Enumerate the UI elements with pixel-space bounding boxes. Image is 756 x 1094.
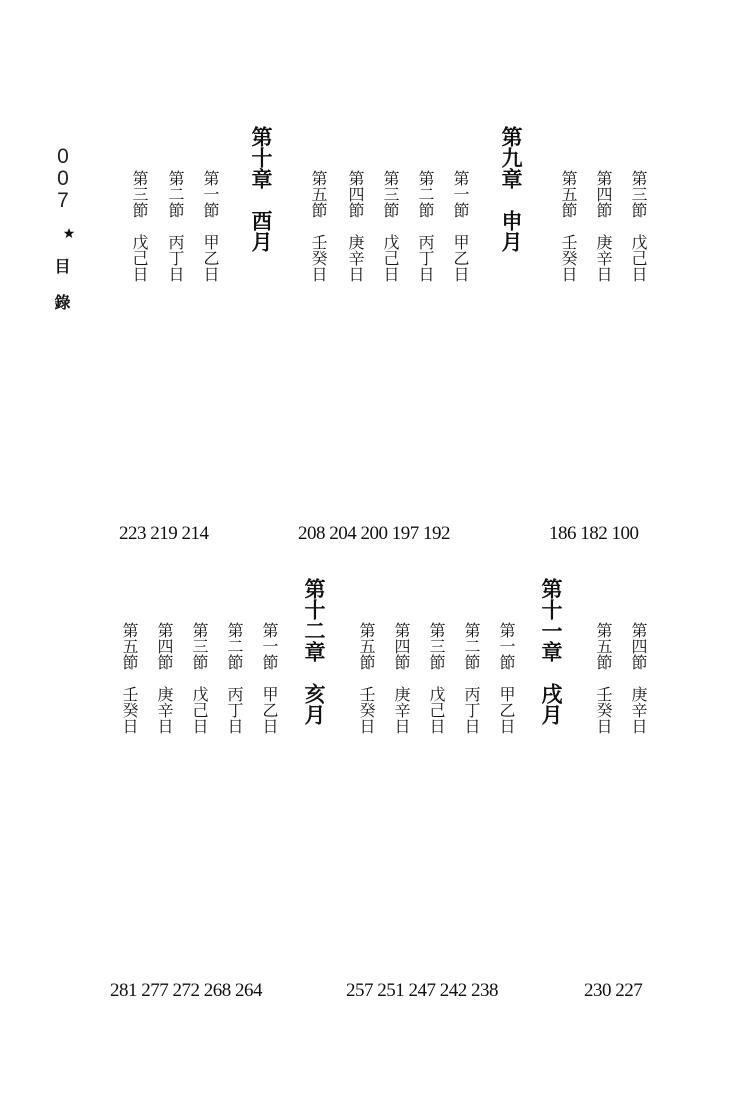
page-number-row: 257 251 247 242 238 xyxy=(346,980,498,1001)
running-title: 目錄 xyxy=(52,258,71,330)
page-number-digit: 0 xyxy=(57,167,69,190)
crescent-star-logo-icon xyxy=(46,218,78,248)
page-number-row: 223 219 214 xyxy=(119,523,209,544)
toc-section-entry: 第五節 壬癸日 xyxy=(594,622,613,734)
toc-section-entry: 第三節 戊己日 xyxy=(427,622,446,734)
page-number-row: 208 204 200 197 192 xyxy=(298,523,450,544)
toc-section-entry: 第二節 丙丁日 xyxy=(166,170,185,282)
page-number xyxy=(52,146,74,212)
toc-section-entry: 第四節 庚辛日 xyxy=(629,622,648,734)
toc-section-entry: 第二節 丙丁日 xyxy=(225,622,244,734)
toc-section-entry: 第三節 戊己日 xyxy=(629,170,648,282)
page-number-row: 281 277 272 268 264 xyxy=(110,980,262,1001)
page-number-row: 186 182 100 xyxy=(549,523,639,544)
toc-section-entry: 第二節 丙丁日 xyxy=(462,622,481,734)
toc-section-entry: 第二節 丙丁日 xyxy=(416,170,435,282)
page-number-row: 230 227 xyxy=(584,980,643,1001)
chapter-title: 第十章 酉月 xyxy=(249,126,273,252)
toc-section-entry: 第五節 壬癸日 xyxy=(309,170,328,282)
toc-section-entry: 第五節 壬癸日 xyxy=(357,622,376,734)
toc-section-entry: 第一節 甲乙日 xyxy=(201,170,220,282)
chapter-title: 第十二章 亥月 xyxy=(302,578,326,725)
chapter-title: 第九章 申月 xyxy=(499,126,523,252)
chapter-title: 第十一章 戌月 xyxy=(539,578,563,725)
toc-section-entry: 第一節 甲乙日 xyxy=(451,170,470,282)
toc-section-entry: 第四節 庚辛日 xyxy=(594,170,613,282)
toc-section-entry: 第一節 甲乙日 xyxy=(497,622,516,734)
page-number-digit: 0 xyxy=(57,145,69,168)
toc-section-entry: 第四節 庚辛日 xyxy=(346,170,365,282)
page-number-digit: 7 xyxy=(57,189,69,212)
toc-section-entry: 第三節 戊己日 xyxy=(130,170,149,282)
toc-section-entry: 第五節 壬癸日 xyxy=(559,170,578,282)
toc-section-entry: 第三節 戊己日 xyxy=(381,170,400,282)
toc-section-entry: 第三節 戊己日 xyxy=(190,622,209,734)
toc-section-entry: 第四節 庚辛日 xyxy=(392,622,411,734)
toc-section-entry: 第四節 庚辛日 xyxy=(155,622,174,734)
toc-section-entry: 第一節 甲乙日 xyxy=(260,622,279,734)
toc-section-entry: 第五節 壬癸日 xyxy=(120,622,139,734)
